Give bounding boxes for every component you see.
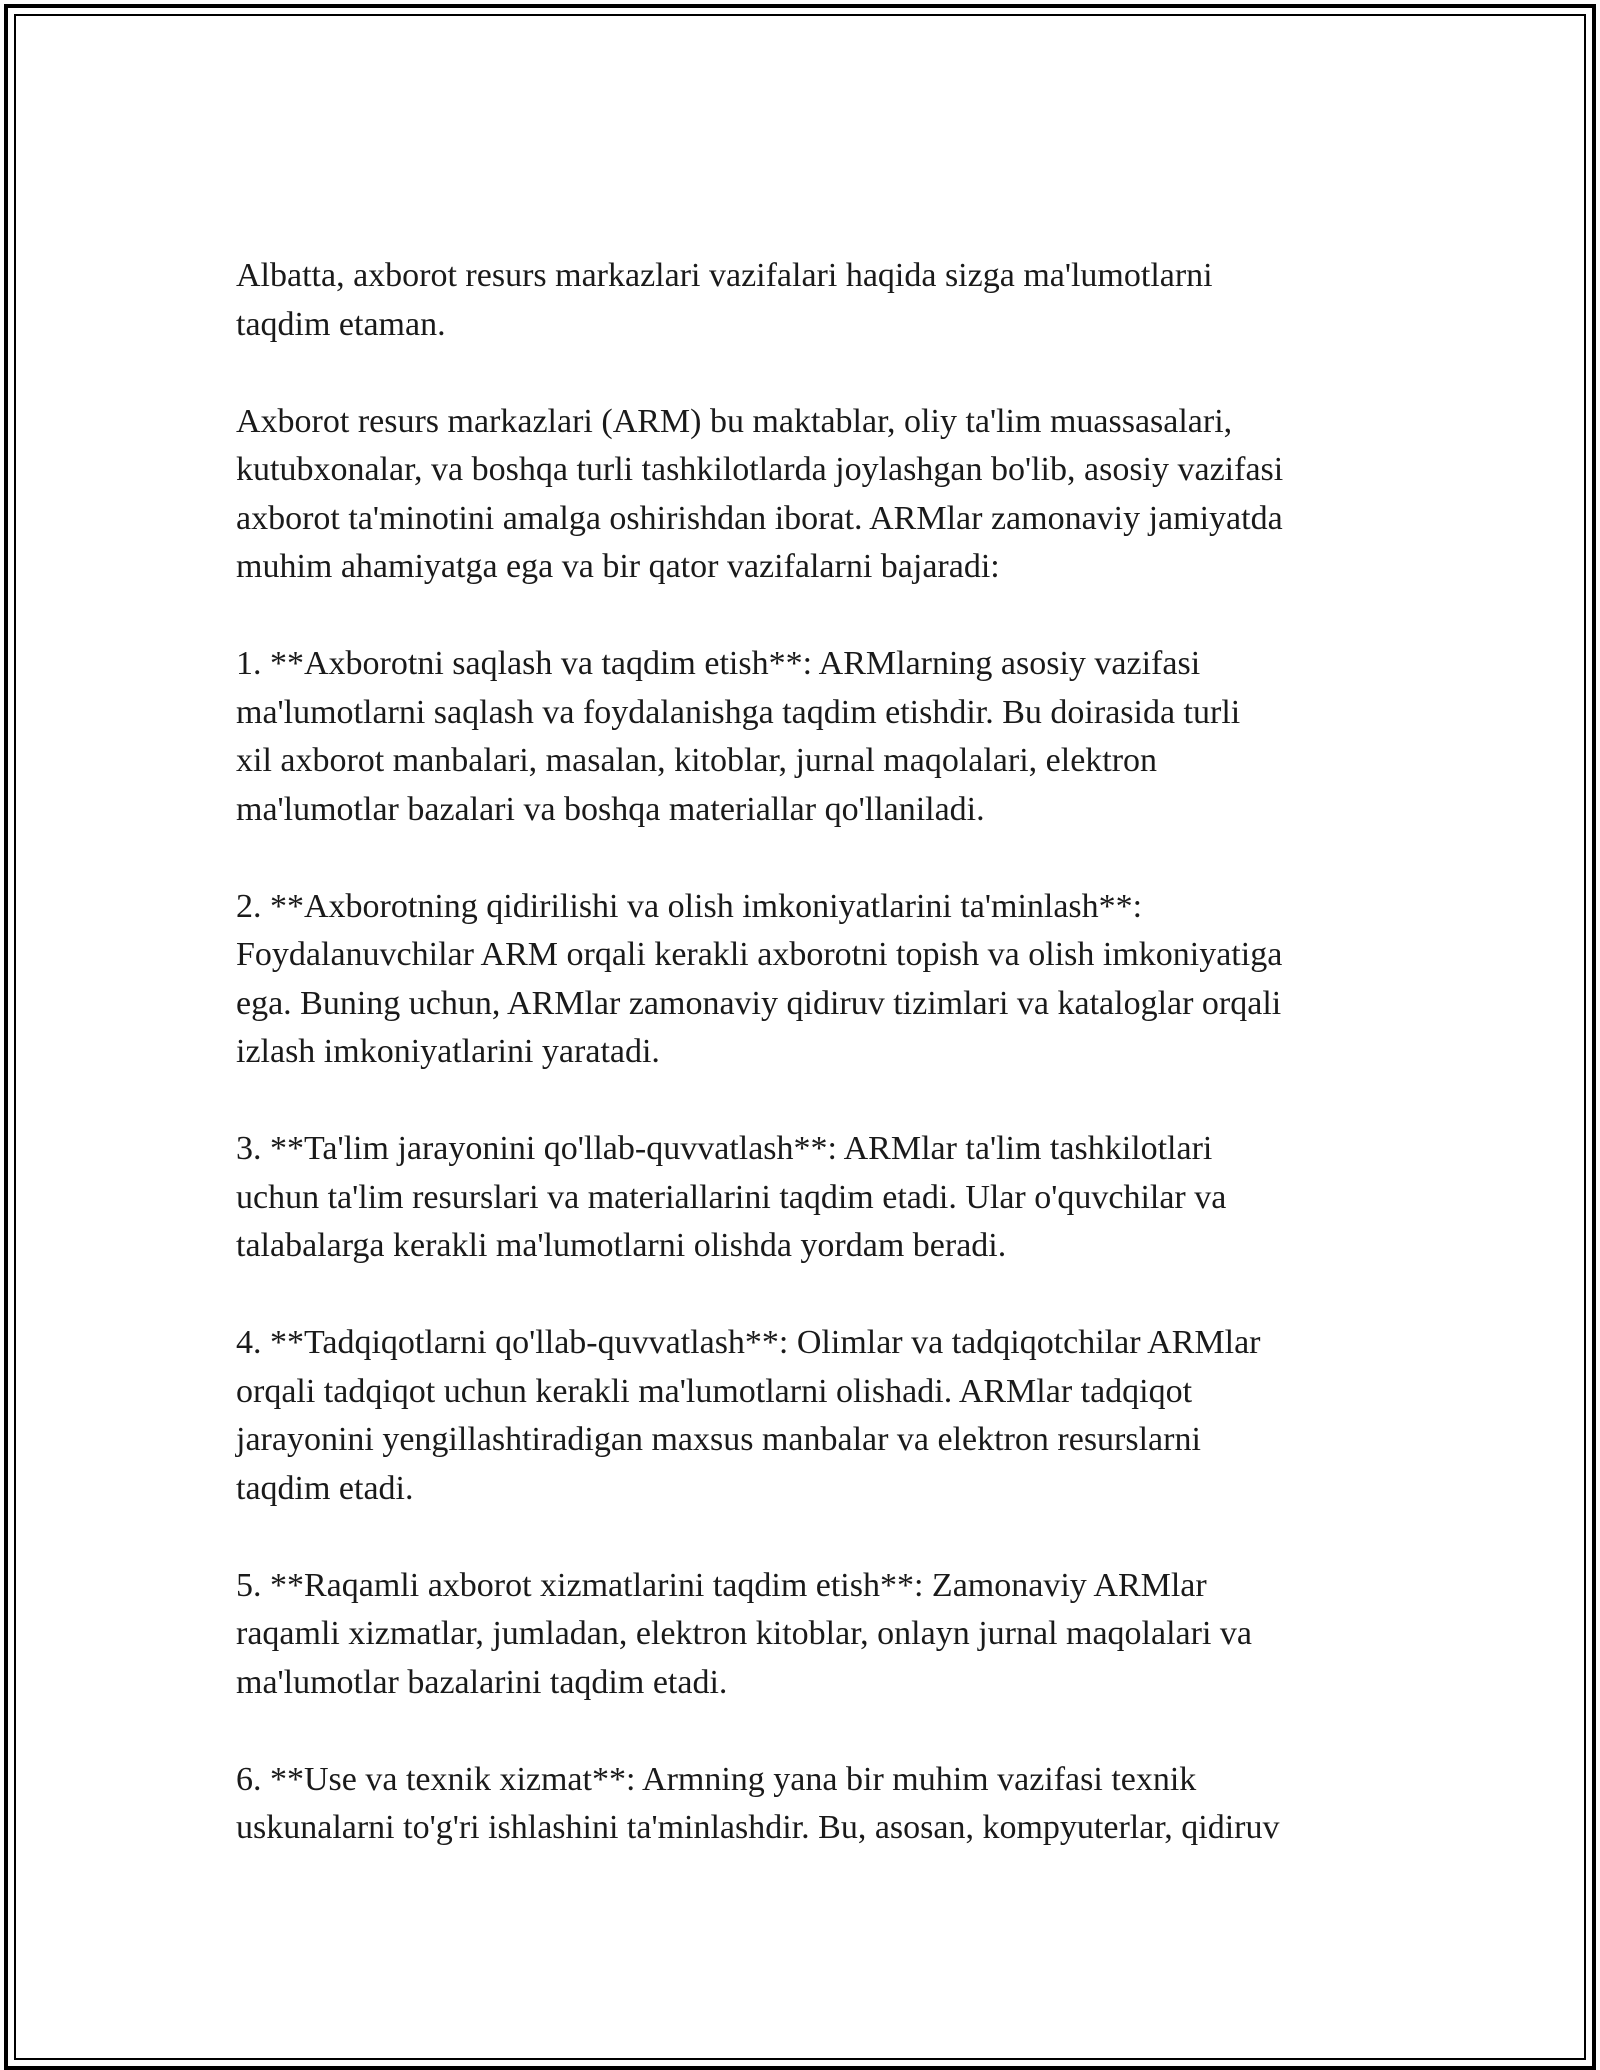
document-body <box>236 252 1376 1853</box>
paragraph-intro: Albatta, axborot resurs markazlari vazifalari haqida sizga ma'lumotlarni taqdim etaman. <box>236 257 1213 343</box>
list-item-6: 6. **Use va texnik xizmat**: Armning yana bir muhim vazifasi texnik uskunalarni to'g'ri ishlashini ta'minlashdir. Bu, asosan, kompyuterlar, qidiruv <box>236 1760 1280 1846</box>
list-item-4: 4. **Tadqiqotlarni qo'llab-quvvatlash**: Olimlar va tadqiqotchilar ARMlar orqali tadqiqot uchun kerakli ma'lumotlarni olishadi. ARMlar tadqiqot jarayonini yengillashtiradigan maxsus manbalar va elektron resurslarni taqdim etadi. <box>236 1324 1261 1507</box>
list-item-5: 5. **Raqamli axborot xizmatlarini taqdim etish**: Zamonaviy ARMlar raqamli xizmatlar, jumladan, elektron kitoblar, onlayn jurnal maqolalari va ma'lumotlar bazalarini taqdim etadi. <box>236 1566 1252 1701</box>
list-item-3: 3. **Ta'lim jarayonini qo'llab-quvvatlash**: ARMlar ta'lim tashkilotlari uchun ta'lim resurslari va materiallarini taqdim etadi. Ular o'quvchilar va talabalarga kerakli ma'lumotlarni olishda yordam beradi. <box>236 1130 1227 1264</box>
list-item-2: 2. **Axborotning qidirilishi va olish imkoniyatlarini ta'minlash**: Foydalanuvchilar ARM orqali kerakli axborotni topish va olish imkoniyatiga ega. Buning uchun, ARMlar zamonaviy qidiruv tizimlari va kataloglar orqali izlash imkoniyatlarini yaratadi. <box>236 887 1283 1070</box>
paragraph-arm-definition: Axborot resurs markazlari (ARM) bu maktablar, oliy ta'lim muassasalari, kutubxonalar, va boshqa turli tashkilotlarda joylashgan bo'lib, asosiy vazifasi axborot ta'minotini amalga oshirishdan iborat. ARMlar zamonaviy jamiyatda muhim ahamiyatga ega va bir qator vazifalarni bajaradi: <box>236 402 1284 585</box>
list-item-1: 1. **Axborotni saqlash va taqdim etish**: ARMlarning asosiy vazifasi ma'lumotlarni saqlash va foydalanishga taqdim etishdir. Bu doirasida turli xil axborot manbalari, masalan, kitoblar, jurnal maqolalari, elektron ma'lumotlar bazalari va boshqa materiallar qo'llaniladi. <box>236 645 1241 828</box>
